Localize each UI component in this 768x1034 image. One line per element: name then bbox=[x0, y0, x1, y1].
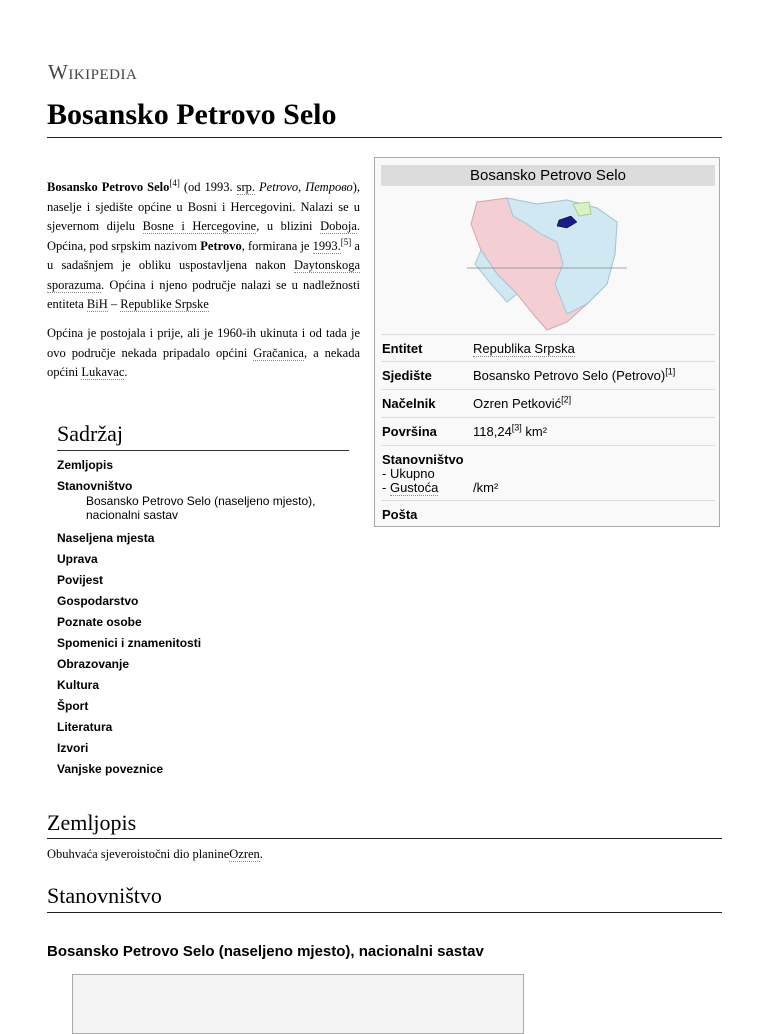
gracanica-link[interactable]: Gračanica bbox=[253, 345, 304, 360]
doboj-link[interactable]: Doboja bbox=[320, 219, 357, 233]
section-divider bbox=[47, 912, 722, 913]
toc-item-povijest[interactable]: Povijest bbox=[57, 573, 104, 587]
dayton-link[interactable]: Daytonskoga sporazuma bbox=[47, 258, 360, 292]
lead-text: , a nekada općini bbox=[47, 345, 361, 379]
infobox-row-sjediste bbox=[381, 361, 715, 390]
infobox-row-posta bbox=[381, 500, 715, 525]
page-title: Bosansko Petrovo Selo bbox=[47, 98, 337, 131]
lead-text: . Općina, pod srpskim nazivom bbox=[47, 219, 360, 253]
ref-3[interactable]: [3] bbox=[511, 422, 522, 433]
toc-item-literatura[interactable]: Literatura bbox=[57, 720, 113, 734]
infobox-row-stanovnistvo bbox=[381, 445, 715, 501]
location-map[interactable] bbox=[467, 194, 627, 334]
toc-subitem-nacionalni-sastav[interactable]: Bosansko Petrovo Selo (naseljeno mjesto), nacionalni sastav bbox=[86, 494, 316, 522]
bih-abbr-link[interactable]: BiH bbox=[86, 297, 108, 311]
republika-srpska-link[interactable]: Republike Srpske bbox=[120, 297, 209, 311]
lead-text: Petrovo bbox=[200, 238, 242, 253]
toc-item-poznate-osobe[interactable]: Poznate osobe bbox=[57, 615, 142, 629]
infobox-value bbox=[473, 368, 675, 383]
infobox bbox=[374, 157, 720, 527]
infobox-title: Bosansko Petrovo Selo bbox=[381, 165, 715, 186]
ref-2[interactable]: [2] bbox=[561, 394, 572, 405]
lead-text: a u sadašnjem je obliku uspostavljena nakon bbox=[47, 238, 360, 272]
lead-text: (od 1993. bbox=[179, 180, 233, 194]
lead-text: Петрово bbox=[305, 180, 353, 194]
infobox-label: Načelnik bbox=[382, 396, 436, 411]
infobox-label: Pošta bbox=[382, 507, 418, 522]
toc-item-izvori[interactable]: Izvori bbox=[57, 741, 89, 755]
toc-item-kultura[interactable]: Kultura bbox=[57, 678, 99, 692]
population-table bbox=[72, 974, 524, 1034]
lead-text: , u blizini bbox=[256, 219, 313, 233]
ukupno-label: - Ukupno bbox=[382, 466, 435, 481]
lukavac-link[interactable]: Lukavac bbox=[81, 365, 125, 379]
povrsina-value: 118,24 bbox=[473, 424, 512, 439]
povrsina-unit: km² bbox=[521, 424, 548, 439]
lead-text: . bbox=[124, 365, 128, 379]
toc-item-stanovnistvo[interactable]: Stanovništvo bbox=[57, 479, 133, 493]
toc-item-gospodarstvo[interactable]: Gospodarstvo bbox=[57, 594, 139, 608]
article-name: Bosansko Petrovo Selo bbox=[47, 180, 170, 194]
infobox-label: Stanovništvo bbox=[382, 452, 464, 467]
infobox-row-entitet bbox=[381, 334, 715, 362]
year-1993-link[interactable]: 1993. bbox=[312, 238, 341, 253]
lead-text: Petrovo, bbox=[259, 180, 302, 194]
infobox-label: Sjedište bbox=[382, 368, 432, 383]
infobox-value bbox=[473, 396, 571, 411]
infobox-value bbox=[473, 424, 547, 439]
zemljopis-text: . bbox=[259, 847, 263, 861]
lead-text: , formirana je bbox=[241, 238, 310, 253]
toc-item-obrazovanje[interactable]: Obrazovanje bbox=[57, 657, 130, 671]
bih-link[interactable]: Bosne i Hercegovine bbox=[142, 219, 257, 233]
lead-paragraph-2 bbox=[47, 324, 360, 383]
section-heading-stanovnistvo: Stanovništvo bbox=[47, 883, 162, 908]
ref-5[interactable]: [5] bbox=[340, 236, 352, 247]
gustoca-link[interactable]: Gustoća bbox=[389, 480, 439, 495]
toc-item-spomenici[interactable]: Spomenici i znamenitosti bbox=[57, 636, 202, 650]
sjediste-value: Bosansko Petrovo Selo (Petrovo) bbox=[473, 368, 666, 383]
lead-paragraph-1 bbox=[47, 178, 360, 315]
lead-text: Općina je postojala i prije, ali je 1960-ih ukinuta i od tada je ovo područje nekada pripadalo općini bbox=[47, 326, 360, 360]
gustoca-label bbox=[382, 480, 438, 495]
toc-item-naseljena-mjesta[interactable]: Naseljena mjesta bbox=[57, 531, 155, 545]
wikipedia-wordmark[interactable]: Wikipedia bbox=[48, 60, 138, 84]
toc-divider bbox=[57, 450, 349, 451]
infobox-label: Entitet bbox=[382, 341, 423, 356]
toc-title: Sadržaj bbox=[57, 421, 123, 446]
toc-item-uprava[interactable]: Uprava bbox=[57, 552, 98, 566]
toc-item-zemljopis[interactable]: Zemljopis bbox=[57, 458, 114, 472]
title-divider bbox=[47, 137, 722, 138]
entitet-link[interactable]: Republika Srpska bbox=[473, 341, 575, 356]
srp-link[interactable]: srp. bbox=[236, 180, 256, 194]
infobox-row-povrsina bbox=[381, 417, 715, 446]
zemljopis-paragraph bbox=[47, 847, 263, 862]
density-unit: /km² bbox=[473, 480, 499, 495]
ozren-link[interactable]: Ozren bbox=[229, 847, 260, 861]
nacelnik-value: Ozren Petković bbox=[473, 396, 562, 411]
ref-4[interactable]: [4] bbox=[169, 177, 180, 188]
lead-text: . Općina i njeno područje nalazi se u nadležnosti entiteta bbox=[47, 277, 360, 311]
lead-text: ), naselje i sjedište općine u Bosni i Hercegovini. Nalazi se u sjevernom dijelu bbox=[47, 180, 361, 233]
section-heading-zemljopis: Zemljopis bbox=[47, 810, 137, 835]
toc-item-vanjske-poveznice[interactable]: Vanjske poveznice bbox=[57, 762, 164, 776]
toc-item-sport[interactable]: Šport bbox=[57, 699, 89, 713]
lead-text: – bbox=[107, 297, 118, 311]
infobox-row-nacelnik bbox=[381, 389, 715, 418]
zemljopis-text: Obuhvaća sjeveroistočni dio planine bbox=[47, 847, 230, 861]
ref-1[interactable]: [1] bbox=[665, 366, 676, 377]
gustoca-prefix: - bbox=[382, 480, 390, 495]
section-divider bbox=[47, 838, 722, 839]
infobox-label: Površina bbox=[382, 424, 437, 439]
subsection-heading-nacionalni-sastav: Bosansko Petrovo Selo (naseljeno mjesto), nacionalni sastav bbox=[47, 943, 484, 960]
